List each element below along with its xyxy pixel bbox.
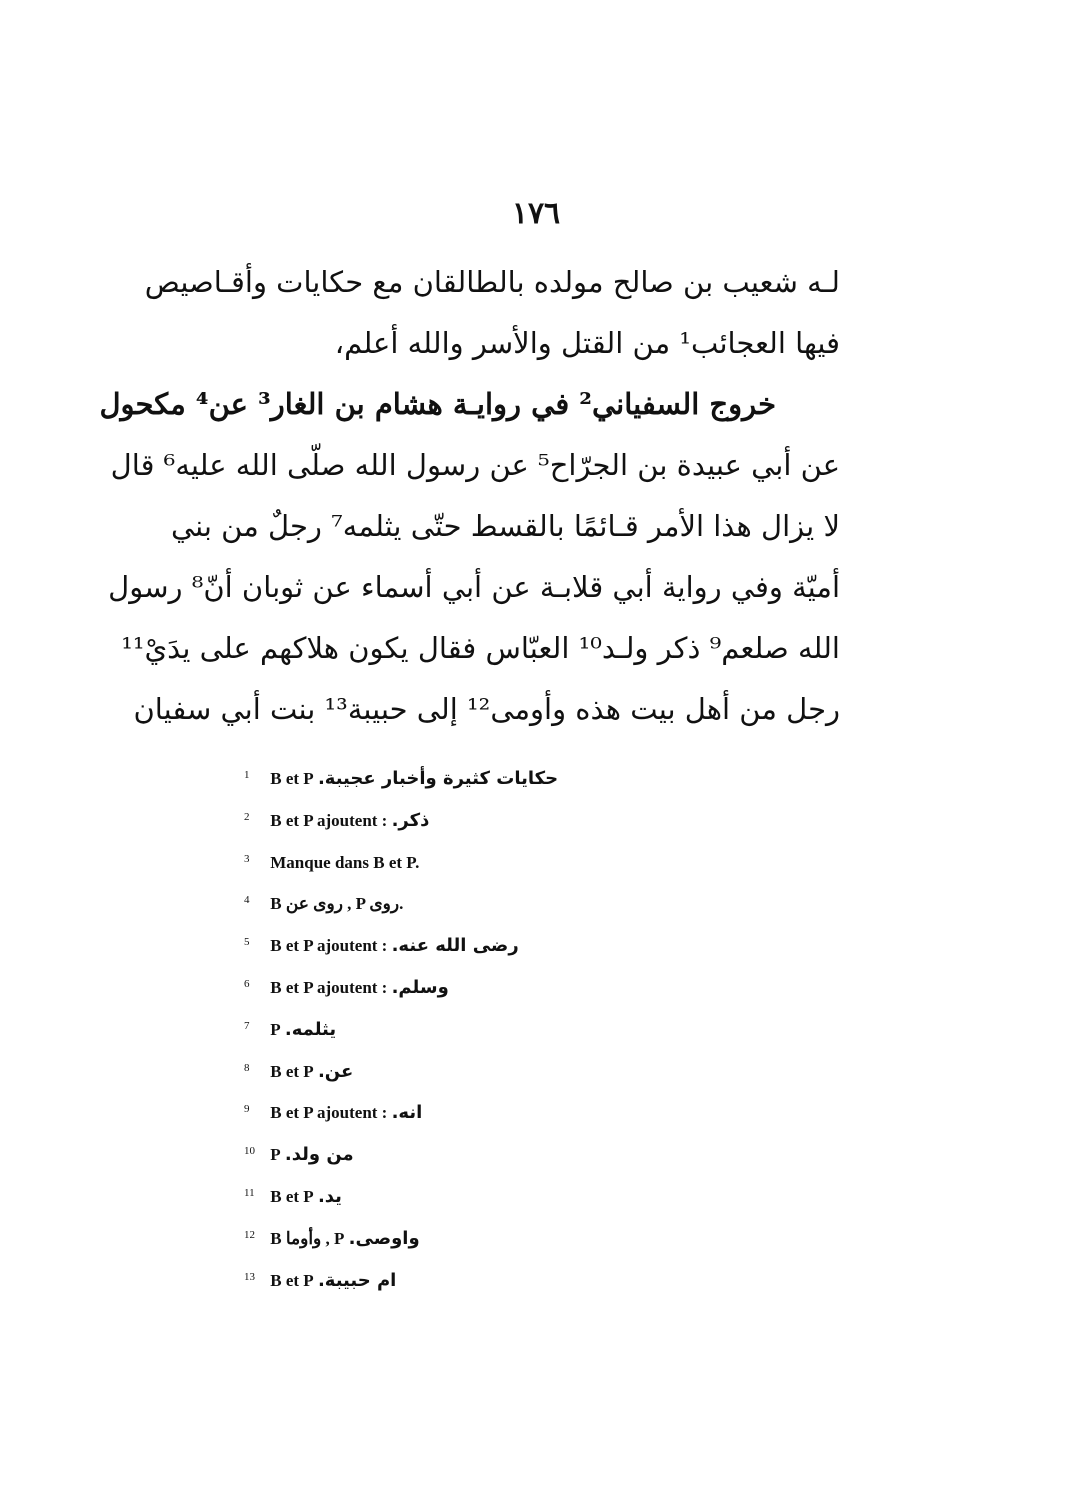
footnote-arabic: واوصى. <box>348 1227 420 1249</box>
footnote <box>244 800 764 842</box>
footnotes <box>244 758 764 1301</box>
footnote-text: P <box>270 1019 281 1039</box>
footnote-text: B et P <box>270 1186 314 1206</box>
text-line-5: لا يزال هذا الأمر قـائمًا بالقسط حتّى يثلمه⁷ رجلٌ من بني <box>170 509 840 543</box>
footnote <box>244 967 764 1009</box>
footnote-arabic: ذكر. <box>391 809 430 831</box>
footnote-text: B et P <box>270 769 314 788</box>
footnote-text: B وأوما , P <box>270 1228 345 1248</box>
footnote-arabic: انه. <box>391 1102 423 1124</box>
footnote-number: 11 <box>244 1186 255 1199</box>
footnote-number: 3 <box>244 852 250 865</box>
footnote-number: 4 <box>244 894 250 907</box>
footnote-number: 10 <box>244 1145 255 1158</box>
footnote <box>244 1134 764 1176</box>
footnote-text: Manque dans B et P. <box>270 852 420 872</box>
footnote-text: B et P ajoutent : <box>270 936 388 956</box>
footnote-number: 6 <box>244 977 250 990</box>
footnote-number: 5 <box>244 936 250 949</box>
footnote-number: 2 <box>244 810 250 823</box>
text-line-2: فيها العجائب¹ من القتل والأسر والله أعلم، <box>334 326 840 360</box>
footnote-number: 1 <box>244 769 250 781</box>
footnote-arabic: يثلمه. <box>284 1018 337 1040</box>
footnote-arabic: ام حبيبة. <box>317 1269 397 1291</box>
footnote-arabic: رضى الله عنه. <box>391 935 519 957</box>
footnote-text: B روى عن , P روى. <box>270 894 404 914</box>
footnote-text: B et P ajoutent : <box>270 977 388 997</box>
footnote-number: 8 <box>244 1061 250 1074</box>
footnote-text: B et P <box>270 1270 314 1290</box>
text-line-3: خروج السفياني² في روايـة هشام بن الغار³ عن⁴ مكحول <box>99 387 776 421</box>
footnote-arabic: عن. <box>317 1060 354 1082</box>
text-line-1: لـه شعيب بن صالح مولده بالطالقان مع حكايات وأقـاصيص <box>144 265 840 299</box>
footnote <box>244 758 764 800</box>
footnote <box>244 842 764 884</box>
footnote <box>244 883 764 925</box>
text-line-7: الله صلعم⁹ ذكر ولـد¹⁰ العبّاس فقال يكون هلاكهم على يدَيْ¹¹ <box>121 631 840 665</box>
footnote-arabic: وسلم. <box>391 976 449 998</box>
text-line-8: رجل من أهل بيت هذه وأومى¹² إلى حبيبة¹³ بنت أبي سفيان <box>133 692 840 726</box>
footnote <box>244 925 764 967</box>
footnote <box>244 1260 764 1302</box>
text-line-6: أميّة وفي رواية أبي قلابـة عن أبي أسماء عن ثوبان أنّ⁸ رسول <box>108 570 840 604</box>
footnote <box>244 1218 764 1260</box>
footnote-text: B et P ajoutent : <box>270 1103 388 1123</box>
footnote <box>244 1092 764 1134</box>
footnote <box>244 1176 764 1218</box>
footnote-arabic: حكايات كثيرة وأخبار عجيبة. <box>317 768 559 789</box>
footnote-arabic: من ولد. <box>284 1144 354 1166</box>
footnote-text: B et P ajoutent : <box>270 810 388 830</box>
footnote <box>244 1051 764 1093</box>
footnote-text: B et P <box>270 1061 314 1081</box>
page-number: ١٧٦ <box>511 196 561 231</box>
footnote <box>244 1009 764 1051</box>
footnote-number: 12 <box>244 1228 255 1241</box>
footnote-arabic: يد. <box>317 1185 342 1207</box>
footnote-text: P <box>270 1145 281 1165</box>
footnote-number: 13 <box>244 1270 255 1283</box>
text-line-4: عن أبي عبيدة بن الجرّاح⁵ عن رسول الله صلّى الله عليه⁶ قال <box>110 448 840 482</box>
main-text <box>99 252 840 740</box>
footnote-number: 9 <box>244 1103 250 1116</box>
footnote-number: 7 <box>244 1019 250 1032</box>
